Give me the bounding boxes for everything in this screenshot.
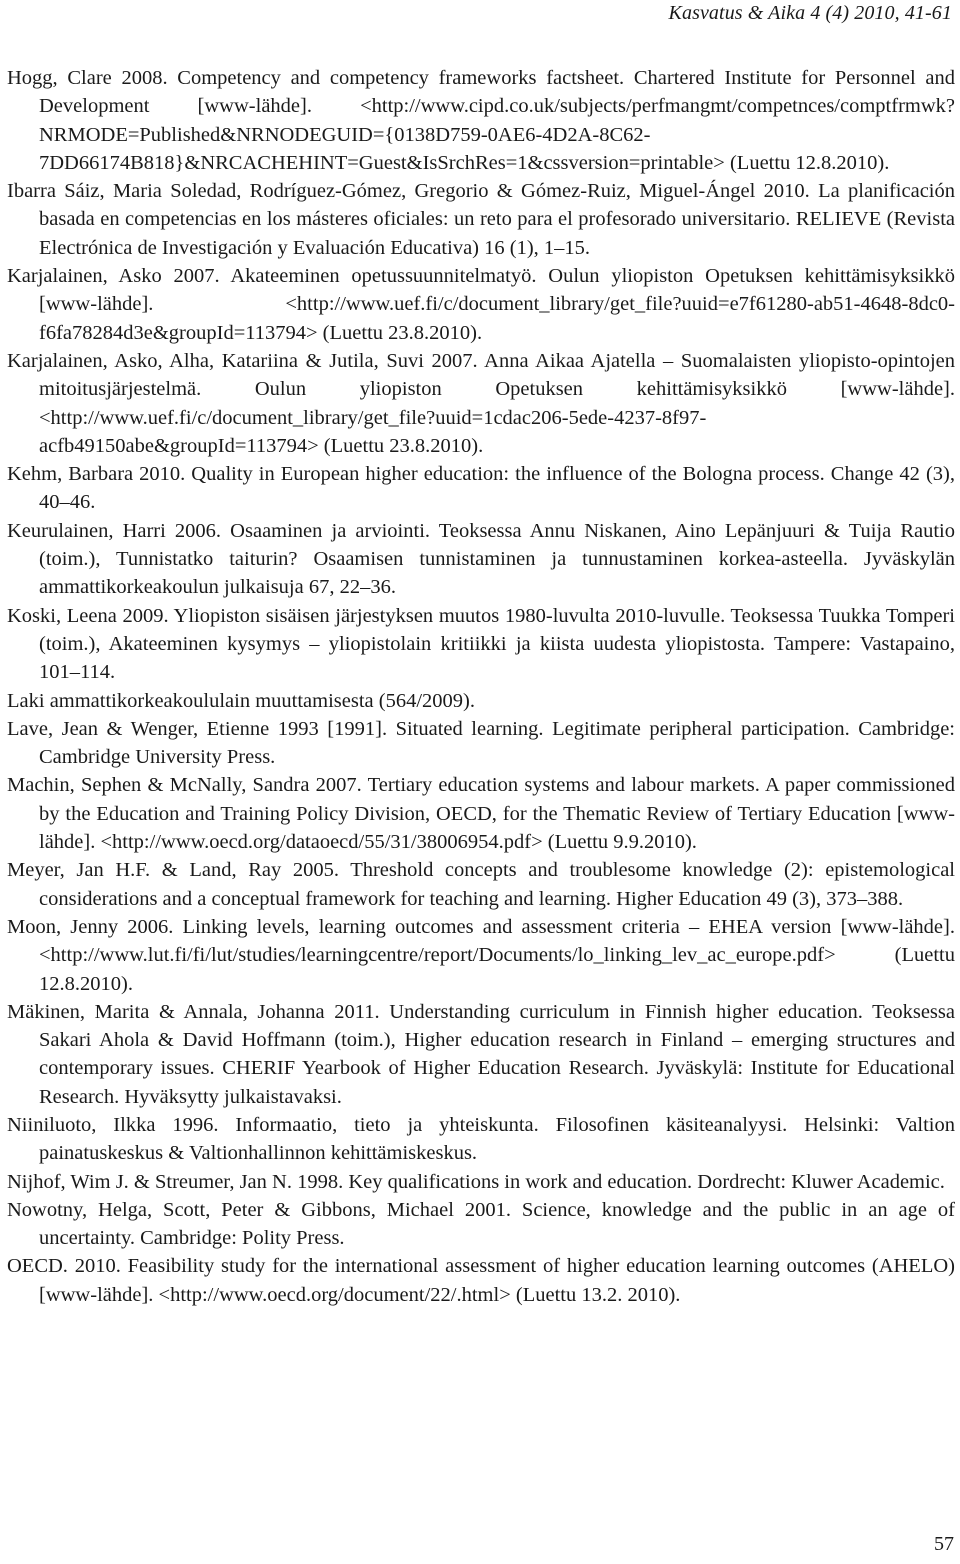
page-number: 57 [934, 1533, 954, 1555]
reference-entry: Keurulainen, Harri 2006. Osaaminen ja arviointi. Teoksessa Annu Niskanen, Aino Lepänjuuri & Tuija Rautio (toim.), Tunnistatko taiturin? Osaamisen tunnistaminen ja tunnustaminen korkea-asteella. Jyväskylän ammattikorkeakoulun julkaisuja 67, 22–36. [7, 519, 955, 599]
reference-entry: Machin, Sephen & McNally, Sandra 2007. Tertiary education systems and labour markets. A paper commissioned by the Education and Training Policy Division, OECD, for the Thematic Review of Tertiary Education [www-lähde]. <http://www.oecd.org/dataoecd/55/31/38006954.pdf> (Luettu 9.9.2010). [7, 774, 955, 854]
reference-entry: Mäkinen, Marita & Annala, Johanna 2011. Understanding curriculum in Finnish higher education. Teoksessa Sakari Ahola & David Hoffmann (toim.), Higher education research in Finland – emerging structures and contemporary issues. CHERIF Yearbook of Higher Education Research. Jyväskylä: Institute for Educational Research. Hyväksytty julkaistavaksi. [7, 1000, 955, 1108]
reference-entry: Nijhof, Wim J. & Streumer, Jan N. 1998. Key qualifications in work and education. Dordrecht: Kluwer Academic. [7, 1170, 945, 1193]
reference-entry: Ibarra Sáiz, Maria Soledad, Rodríguez-Gómez, Gregorio & Gómez-Ruiz, Miguel-Ángel 2010. La planificación basada en competencias en los másteres oficiales: un reto para el profesorado universitario. RELIEVE (Revista Electrónica de Investigación y Evaluación Educativa) 16 (1), 1–15. [7, 180, 955, 259]
reference-entry: Nowotny, Helga, Scott, Peter & Gibbons, Michael 2001. Science, knowledge and the public in an age of uncertainty. Cambridge: Polity Press. [7, 1198, 955, 1250]
reference-list [7, 64, 955, 1309]
reference-entry: Meyer, Jan H.F. & Land, Ray 2005. Threshold concepts and troublesome knowledge (2): epistemological considerations and a conceptual framework for teaching and learning. Higher Education 49 (3), 373–388. [7, 859, 955, 910]
reference-entry: Lave, Jean & Wenger, Etienne 1993 [1991]. Situated learning. Legitimate peripheral participation. Cambridge: Cambridge University Press. [7, 717, 955, 769]
reference-entry: Hogg, Clare 2008. Competency and competency frameworks factsheet. Chartered Institute for Personnel and Development [www-lähde]. <http://www.cipd.co.uk/subjects/perfmangmt/competnces/comptfrmwk?NRMODE=Published&NRNODEGUID={0138D759-0AE6-4D2A-8C62-7DD66174B818}&NRCACHEHINT=Guest&IsSrchRes=1&cssversion=printable> (Luettu 12.8.2010). [7, 67, 955, 174]
reference-entry: Koski, Leena 2009. Yliopiston sisäisen järjestyksen muutos 1980-luvulta 2010-luvulle. Teoksessa Tuukka Tomperi (toim.), Akateeminen kysymys – yliopistolain kritiikki ja kiista uudesta yliopistosta. Tampere: Vastapaino, 101–114. [7, 604, 955, 684]
reference-entry: Laki ammattikorkeakoululain muuttamisesta (564/2009). [7, 689, 475, 712]
reference-entry: Moon, Jenny 2006. Linking levels, learning outcomes and assessment criteria – EHEA version [www-lähde]. <http://www.lut.fi/fi/lut/studies/learningcentre/report/Documents/lo_linking_lev_ac_europe.pdf> (Luettu 12.8.2010). [7, 915, 955, 995]
reference-entry: Niiniluoto, Ilkka 1996. Informaatio, tieto ja yhteiskunta. Filosofinen käsiteanalyysi. Helsinki: Valtion painatuskeskus & Valtionhallinnon kehittämiskeskus. [7, 1113, 955, 1165]
reference-entry: Karjalainen, Asko, Alha, Katariina & Jutila, Suvi 2007. Anna Aikaa Ajatella – Suomalaisten yliopisto-opintojen mitoitusjärjestelmä. Oulun yliopiston Opetuksen kehittämisyksikkö [www-lähde]. <http://www.uef.fi/c/document_library/get_file?uuid=1cdac206-5ede-4237-8f97-acfb49150abe&groupId=113794> (Luettu 23.8.2010). [7, 349, 955, 457]
reference-entry: OECD. 2010. Feasibility study for the international assessment of higher education learning outcomes (AHELO) [www-lähde]. <http://www.oecd.org/document/22/.html> (Luettu 13.2. 2010). [7, 1255, 955, 1306]
reference-entry: Karjalainen, Asko 2007. Akateeminen opetussuunnitelmatyö. Oulun yliopiston Opetuksen kehittämisyksikkö [www-lähde]. <http://www.uef.fi/c/document_library/get_file?uuid=e7f61280-ab51-4648-8dc0-f6fa78284d3e&groupId=113794> (Luettu 23.8.2010). [7, 265, 955, 344]
running-head: Kasvatus & Aika 4 (4) 2010, 41-61 [668, 2, 952, 24]
reference-entry: Kehm, Barbara 2010. Quality in European higher education: the influence of the Bologna process. Change 42 (3), 40–46. [7, 463, 955, 514]
